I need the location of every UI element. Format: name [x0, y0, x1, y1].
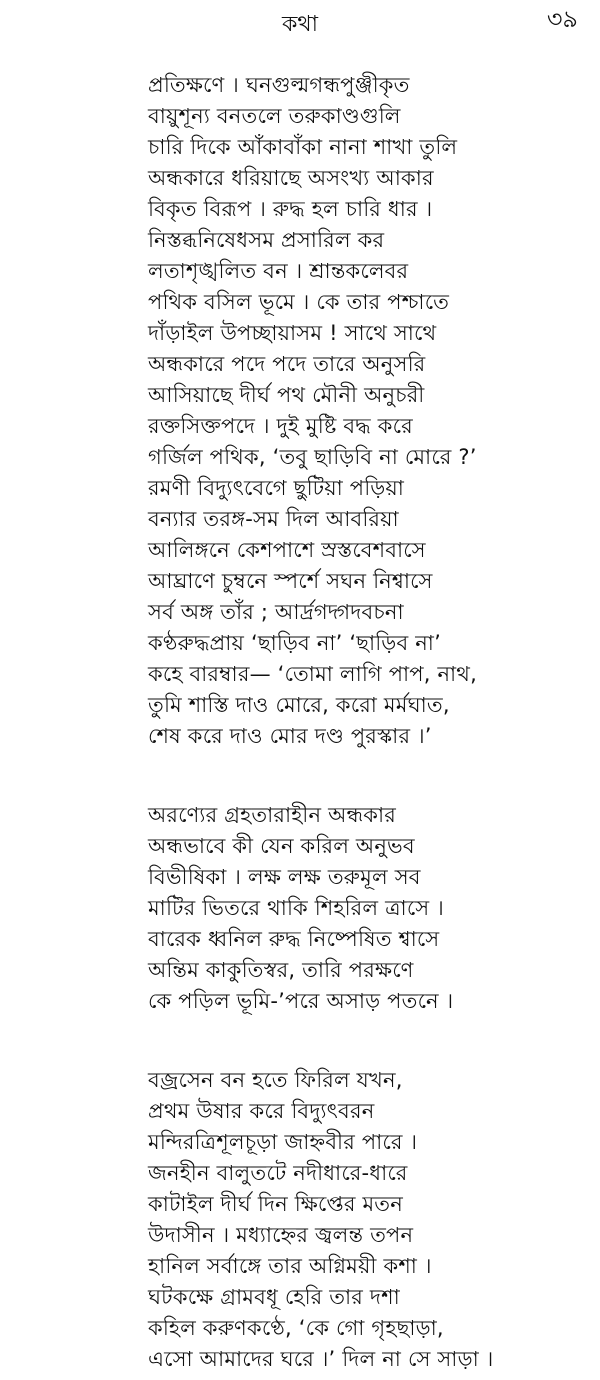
poem-line: বারেক ধ্বনিল রুদ্ধ নিষ্পেষিত শ্বাসে	[148, 927, 440, 951]
stanza	[148, 800, 588, 1017]
poem-line: লতাশৃঙ্খলিত বন । শ্রান্তকলেবর	[148, 259, 409, 283]
page-number: ৩৯	[546, 5, 578, 33]
poem-line: প্রথম উষার করে বিদ্যুৎবরন	[148, 1099, 375, 1123]
stanza	[148, 70, 588, 752]
poem-line: কে পড়িল ভূমি-’পরে অসাড় পতনে ।	[148, 989, 454, 1013]
poem-line: কাটাইল দীর্ঘ দিন ক্ষিপ্তের মতন	[148, 1192, 403, 1216]
poem-line: মন্দিরত্রিশূলচূড়া জাহ্নবীর পারে ।	[148, 1130, 418, 1154]
poem-line: কণ্ঠরুদ্ধপ্রায় ‘ছাড়িব না’ ‘ছাড়িব না’	[148, 631, 441, 655]
poem-line: নিস্তব্ধনিষেধসম প্রসারিল কর	[148, 228, 385, 252]
poem-line: অন্ধকারে ধরিয়াছে অসংখ্য আকার	[148, 166, 434, 190]
page-title: কথা	[281, 12, 319, 37]
poem-line: প্রতিক্ষণে । ঘনগুল্মগন্ধপুঞ্জীকৃত	[148, 73, 410, 97]
poem-line: রক্তসিক্তপদে । দুই মুষ্টি বদ্ধ করে	[148, 414, 413, 438]
poem-line: সর্ব অঙ্গ তাঁর ; আর্দ্রগদ্গদবচনা	[148, 600, 404, 624]
poem-line: আসিয়াছে দীর্ঘ পথ মৌনী অনুচরী	[148, 383, 425, 407]
poem-line: পথিক বসিল ভূমে । কে তার পশ্চাতে	[148, 290, 450, 314]
poem-line: মাটির ভিতরে থাকি শিহরিল ত্রাসে ।	[148, 896, 444, 920]
poem-line: এসো আমাদের ঘরে ।’ দিল না সে সাড়া ।	[148, 1347, 494, 1371]
poem-body	[148, 70, 588, 1375]
poem-line: জনহীন বালুতটে নদীধারে-ধারে	[148, 1161, 408, 1185]
poem-line: আলিঙ্গনে কেশপাশে স্রস্তবেশবাসে	[148, 538, 426, 562]
poem-line: ঘটকক্ষে গ্রামবধূ হেরি তার দশা	[148, 1285, 400, 1309]
poem-line: কহিল করুণকণ্ঠে, ‘কে গো গৃহছাড়া,	[148, 1316, 444, 1340]
poem-line: হানিল সর্বাঙ্গে তার অগ্নিময়ী কশা ।	[148, 1254, 432, 1278]
poem-line: গর্জিল পথিক, ‘তবু ছাড়িবি না মোরে ?’	[148, 445, 477, 469]
poem-line: চারি দিকে আঁকাবাঁকা নানা শাখা তুলি	[148, 135, 458, 159]
poem-line: কহে বারম্বার— ‘তোমা লাগি পাপ, নাথ,	[148, 662, 477, 686]
poem-line: দাঁড়াইল উপচ্ছায়াসম ! সাথে সাথে	[148, 321, 437, 345]
stanza	[148, 1065, 588, 1375]
poem-line: বায়ুশূন্য বনতলে তরুকাণ্ডগুলি	[148, 104, 401, 128]
poem-line: রমণী বিদ্যুৎবেগে ছুটিয়া পড়িয়া	[148, 476, 405, 500]
poem-line: বজ্রসেন বন হতে ফিরিল যখন,	[148, 1068, 403, 1092]
poem-line: আঘ্রাণে চুম্বনে স্পর্শে সঘন নিশ্বাসে	[148, 569, 433, 593]
poem-line: বন্যার তরঙ্গ-সম দিল আবরিয়া	[148, 507, 399, 531]
poem-line: অন্ধকারে পদে পদে তারে অনুসরি	[148, 352, 426, 376]
poem-line: অন্তিম কাকুতিস্বর, তারি পরক্ষণে	[148, 958, 414, 982]
poem-line: উদাসীন । মধ্যাহ্নের জ্বলন্ত তপন	[148, 1223, 414, 1247]
poem-line: তুমি শাস্তি দাও মোরে, করো মর্মঘাত,	[148, 693, 450, 717]
poem-line: শেষ করে দাও মোর দণ্ড পুরস্কার ।’	[148, 724, 432, 748]
poem-line: বিকৃত বিরূপ । রুদ্ধ হল চারি ধার ।	[148, 197, 433, 221]
poem-line: অরণ্যের গ্রহতারাহীন অন্ধকার	[148, 803, 397, 827]
poem-line: অন্ধভাবে কী যেন করিল অনুভব	[148, 834, 415, 858]
poem-line: বিভীষিকা । লক্ষ লক্ষ তরুমূল সব	[148, 865, 421, 889]
